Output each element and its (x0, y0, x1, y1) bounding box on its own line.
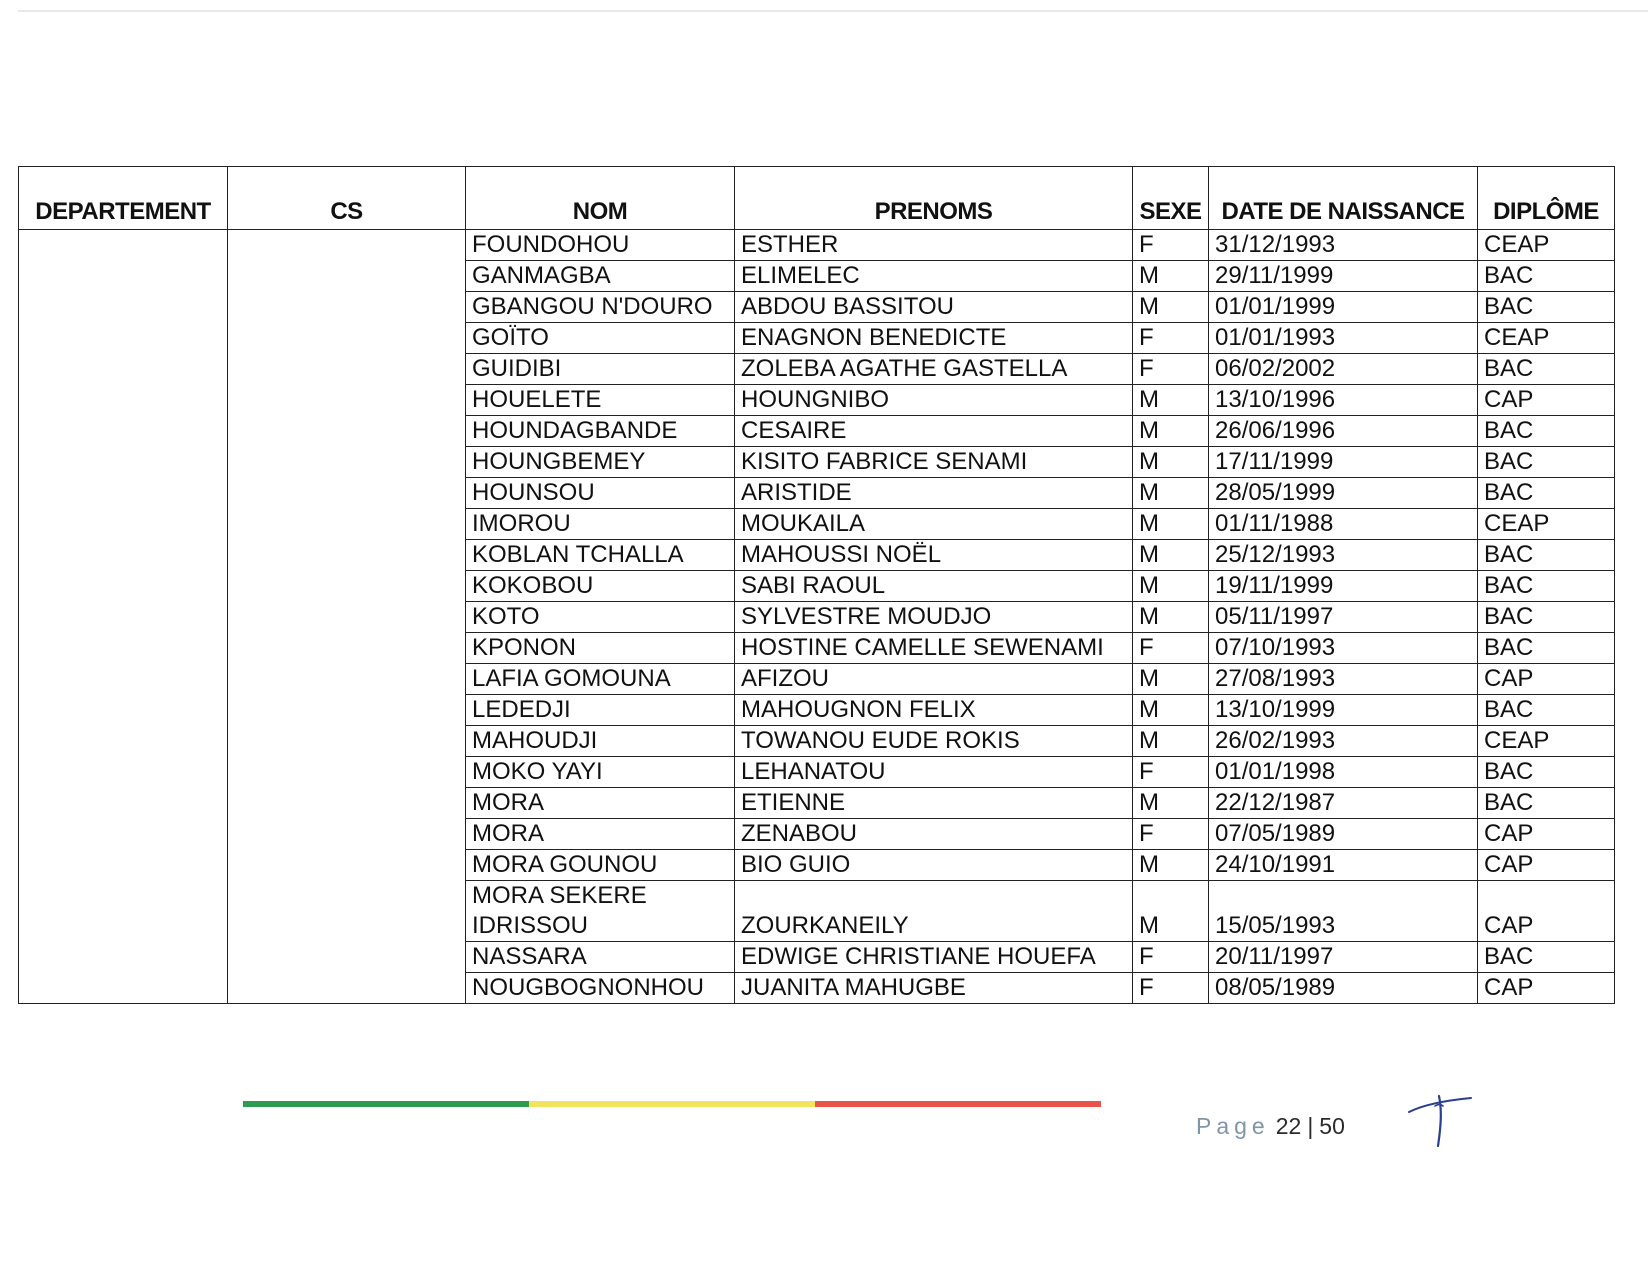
page-total: 50 (1319, 1113, 1345, 1139)
nom-cell: MORA (466, 819, 735, 850)
diplome-cell: BAC (1478, 447, 1615, 478)
diplome-cell: CEAP (1478, 230, 1615, 261)
sexe-cell: F (1133, 973, 1209, 1004)
diplome-cell: CAP (1478, 819, 1615, 850)
prenoms-cell: KISITO FABRICE SENAMI (735, 447, 1133, 478)
header-diplome: DIPLÔME (1478, 167, 1615, 230)
prenoms-cell: ZOURKANEILY (735, 881, 1133, 942)
date-naissance-cell: 26/02/1993 (1209, 726, 1478, 757)
nom-cell: LAFIA GOMOUNA (466, 664, 735, 695)
diplome-cell: CAP (1478, 850, 1615, 881)
date-naissance-cell: 07/10/1993 (1209, 633, 1478, 664)
diplome-cell: CEAP (1478, 726, 1615, 757)
nom-cell: HOUNGBEMEY (466, 447, 735, 478)
diplome-cell: CEAP (1478, 509, 1615, 540)
date-naissance-cell: 28/05/1999 (1209, 478, 1478, 509)
date-naissance-cell: 15/05/1993 (1209, 881, 1478, 942)
diplome-cell: CAP (1478, 881, 1615, 942)
date-naissance-cell: 29/11/1999 (1209, 261, 1478, 292)
sexe-cell: F (1133, 633, 1209, 664)
prenoms-cell: ABDOU BASSITOU (735, 292, 1133, 323)
nom-cell: MORA GOUNOU (466, 850, 735, 881)
prenoms-cell: TOWANOU EUDE ROKIS (735, 726, 1133, 757)
date-naissance-cell: 20/11/1997 (1209, 942, 1478, 973)
footer-color-bar (243, 1101, 1101, 1107)
diplome-cell: BAC (1478, 633, 1615, 664)
sexe-cell: M (1133, 540, 1209, 571)
roster-body (19, 230, 1615, 1004)
sexe-cell: F (1133, 323, 1209, 354)
diplome-cell: BAC (1478, 261, 1615, 292)
prenoms-cell: ENAGNON BENEDICTE (735, 323, 1133, 354)
nom-cell: GOÏTO (466, 323, 735, 354)
date-naissance-cell: 17/11/1999 (1209, 447, 1478, 478)
nom-cell: LEDEDJI (466, 695, 735, 726)
prenoms-cell: ESTHER (735, 230, 1133, 261)
footer-bar-red (815, 1101, 1101, 1107)
scan-edge-line (18, 10, 1648, 12)
nom-cell: MOKO YAYI (466, 757, 735, 788)
prenoms-cell: MAHOUSSI NOËL (735, 540, 1133, 571)
diplome-cell: BAC (1478, 602, 1615, 633)
date-naissance-cell: 08/05/1989 (1209, 973, 1478, 1004)
date-naissance-cell: 26/06/1996 (1209, 416, 1478, 447)
sexe-cell: M (1133, 788, 1209, 819)
sexe-cell: M (1133, 478, 1209, 509)
header-prenoms: PRENOMS (735, 167, 1133, 230)
sexe-cell: M (1133, 447, 1209, 478)
prenoms-cell: ELIMELEC (735, 261, 1133, 292)
nom-cell: FOUNDOHOU (466, 230, 735, 261)
diplome-cell: BAC (1478, 292, 1615, 323)
sexe-cell: M (1133, 571, 1209, 602)
diplome-cell: BAC (1478, 942, 1615, 973)
date-naissance-cell: 27/08/1993 (1209, 664, 1478, 695)
prenoms-cell: ARISTIDE (735, 478, 1133, 509)
diplome-cell: BAC (1478, 788, 1615, 819)
page-current: 22 (1275, 1113, 1302, 1139)
nom-cell: MAHOUDJI (466, 726, 735, 757)
diplome-cell: BAC (1478, 540, 1615, 571)
diplome-cell: CAP (1478, 385, 1615, 416)
handwritten-signature (1405, 1092, 1475, 1152)
page-separator: | (1307, 1113, 1314, 1139)
date-naissance-cell: 13/10/1999 (1209, 695, 1478, 726)
diplome-cell: BAC (1478, 478, 1615, 509)
prenoms-cell: CESAIRE (735, 416, 1133, 447)
prenoms-cell: MAHOUGNON FELIX (735, 695, 1133, 726)
prenoms-cell: LEHANATOU (735, 757, 1133, 788)
date-naissance-cell: 06/02/2002 (1209, 354, 1478, 385)
sexe-cell: M (1133, 602, 1209, 633)
sexe-cell: M (1133, 695, 1209, 726)
diplome-cell: BAC (1478, 416, 1615, 447)
sexe-cell: F (1133, 354, 1209, 385)
footer-bar-green (243, 1101, 529, 1107)
nom-cell: HOUNSOU (466, 478, 735, 509)
nom-cell: NASSARA (466, 942, 735, 973)
sexe-cell: M (1133, 292, 1209, 323)
nom-cell: KPONON (466, 633, 735, 664)
date-naissance-cell: 07/05/1989 (1209, 819, 1478, 850)
date-naissance-cell: 01/01/1998 (1209, 757, 1478, 788)
prenoms-cell: BIO GUIO (735, 850, 1133, 881)
prenoms-cell: EDWIGE CHRISTIANE HOUEFA (735, 942, 1133, 973)
date-naissance-cell: 01/11/1988 (1209, 509, 1478, 540)
nom-cell: KOTO (466, 602, 735, 633)
date-naissance-cell: 19/11/1999 (1209, 571, 1478, 602)
nom-cell: MORA SEKERE IDRISSOU (466, 881, 735, 942)
nom-cell: GUIDIBI (466, 354, 735, 385)
diplome-cell: BAC (1478, 354, 1615, 385)
diplome-cell: CAP (1478, 664, 1615, 695)
page-word: Page (1196, 1113, 1270, 1139)
date-naissance-cell: 01/01/1999 (1209, 292, 1478, 323)
page-counter (1196, 1113, 1345, 1140)
header-departement: DEPARTEMENT (19, 167, 228, 230)
prenoms-cell: JUANITA MAHUGBE (735, 973, 1133, 1004)
diplome-cell: CAP (1478, 973, 1615, 1004)
diplome-cell: CEAP (1478, 323, 1615, 354)
date-naissance-cell: 24/10/1991 (1209, 850, 1478, 881)
sexe-cell: M (1133, 385, 1209, 416)
date-naissance-cell: 25/12/1993 (1209, 540, 1478, 571)
prenoms-cell: ETIENNE (735, 788, 1133, 819)
sexe-cell: M (1133, 509, 1209, 540)
nom-cell: HOUELETE (466, 385, 735, 416)
diplome-cell: BAC (1478, 757, 1615, 788)
nom-cell: KOBLAN TCHALLA (466, 540, 735, 571)
prenoms-cell: ZENABOU (735, 819, 1133, 850)
sexe-cell: M (1133, 664, 1209, 695)
prenoms-cell: AFIZOU (735, 664, 1133, 695)
nom-cell: HOUNDAGBANDE (466, 416, 735, 447)
nom-cell: IMOROU (466, 509, 735, 540)
roster-table (18, 166, 1615, 1004)
nom-cell: GBANGOU N'DOURO (466, 292, 735, 323)
header-nom: NOM (466, 167, 735, 230)
prenoms-cell: SABI RAOUL (735, 571, 1133, 602)
nom-cell: NOUGBOGNONHOU (466, 973, 735, 1004)
sexe-cell: F (1133, 819, 1209, 850)
nom-cell: GANMAGBA (466, 261, 735, 292)
header-row (19, 167, 1615, 230)
diplome-cell: BAC (1478, 571, 1615, 602)
date-naissance-cell: 31/12/1993 (1209, 230, 1478, 261)
sexe-cell: M (1133, 261, 1209, 292)
nom-cell: KOKOBOU (466, 571, 735, 602)
diplome-cell: BAC (1478, 695, 1615, 726)
departement-cell (19, 230, 228, 1004)
prenoms-cell: HOSTINE CAMELLE SEWENAMI (735, 633, 1133, 664)
prenoms-cell: SYLVESTRE MOUDJO (735, 602, 1133, 633)
date-naissance-cell: 01/01/1993 (1209, 323, 1478, 354)
nom-cell: MORA (466, 788, 735, 819)
sexe-cell: M (1133, 881, 1209, 942)
sexe-cell: F (1133, 230, 1209, 261)
header-cs: CS (228, 167, 466, 230)
table-row (19, 230, 1615, 261)
header-date-naissance: DATE DE NAISSANCE (1209, 167, 1478, 230)
footer-bar-yellow (529, 1101, 815, 1107)
header-sexe: SEXE (1133, 167, 1209, 230)
sexe-cell: F (1133, 942, 1209, 973)
sexe-cell: M (1133, 726, 1209, 757)
sexe-cell: M (1133, 850, 1209, 881)
sexe-cell: M (1133, 416, 1209, 447)
prenoms-cell: ZOLEBA AGATHE GASTELLA (735, 354, 1133, 385)
date-naissance-cell: 13/10/1996 (1209, 385, 1478, 416)
sexe-cell: F (1133, 757, 1209, 788)
date-naissance-cell: 22/12/1987 (1209, 788, 1478, 819)
prenoms-cell: HOUNGNIBO (735, 385, 1133, 416)
cs-cell (228, 230, 466, 1004)
prenoms-cell: MOUKAILA (735, 509, 1133, 540)
date-naissance-cell: 05/11/1997 (1209, 602, 1478, 633)
